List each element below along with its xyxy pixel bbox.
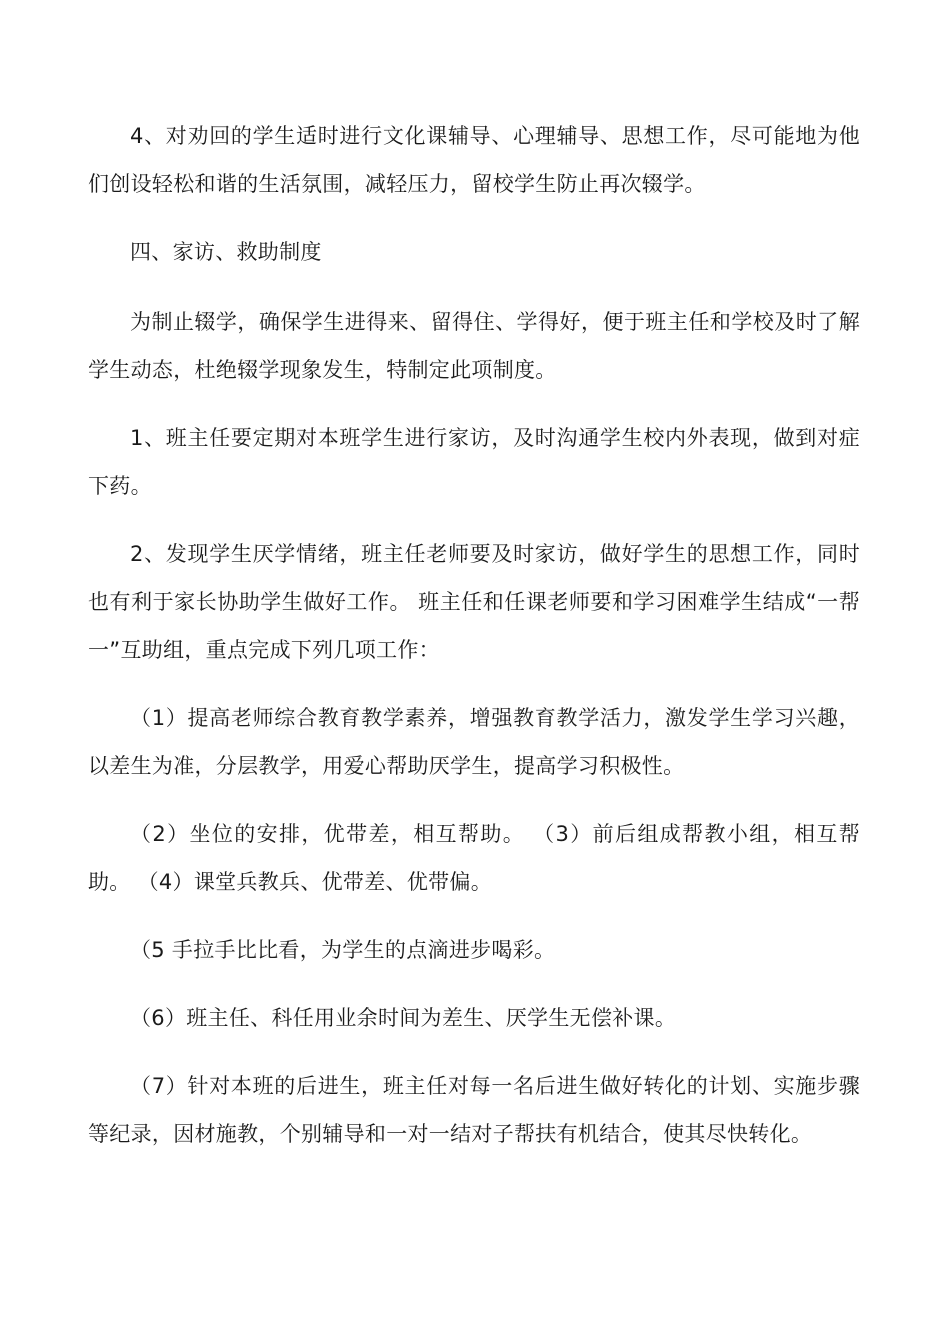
- section-heading-home-visit: 四、家访、救助制度: [130, 240, 322, 264]
- paragraph-intro: 为制止辍学，确保学生进得来、留得住、学得好，便于班主任和学校及时了解学生动态，杜绝辍学现象发生，特制定此项制度。: [88, 310, 860, 382]
- paragraph-item-4: 4、对劝回的学生适时进行文化课辅导、心理辅导、思想工作，尽可能地为他们创设轻松和谐的生活氛围，减轻压力，留校学生防止再次辍学。: [88, 124, 860, 196]
- paragraph-subitem-1: （1）提高老师综合教育教学素养，增强教育教学活力，激发学生学习兴趣，以差生为准，分层教学，用爱心帮助厌学生，提高学习积极性。: [88, 706, 860, 778]
- paragraph-subitem-2-4: （2）坐位的安排，优带差，相互帮助。 （3）前后组成帮教小组，相互帮助。 （4）课堂兵教兵、优带差、优带偏。: [88, 822, 860, 894]
- paragraph-item-2: 2、发现学生厌学情绪，班主任老师要及时家访，做好学生的思想工作，同时也有利于家长协助学生做好工作。 班主任和任课老师要和学习困难学生结成“一帮一”互助组，重点完成下列几项工作：: [88, 542, 860, 662]
- paragraph-item-1: 1、班主任要定期对本班学生进行家访，及时沟通学生校内外表现，做到对症下药。: [88, 426, 860, 498]
- paragraph-subitem-6: （6）班主任、科任用业余时间为差生、厌学生无偿补课。: [130, 1006, 677, 1030]
- document-page: [88, 112, 860, 1178]
- paragraph-subitem-7: （7）针对本班的后进生，班主任对每一名后进生做好转化的计划、实施步骤等纪录，因材施教，个别辅导和一对一结对子帮扶有机结合，使其尽快转化。: [88, 1074, 860, 1146]
- paragraph-subitem-5: （5 手拉手比比看，为学生的点滴进步喝彩。: [130, 938, 556, 962]
